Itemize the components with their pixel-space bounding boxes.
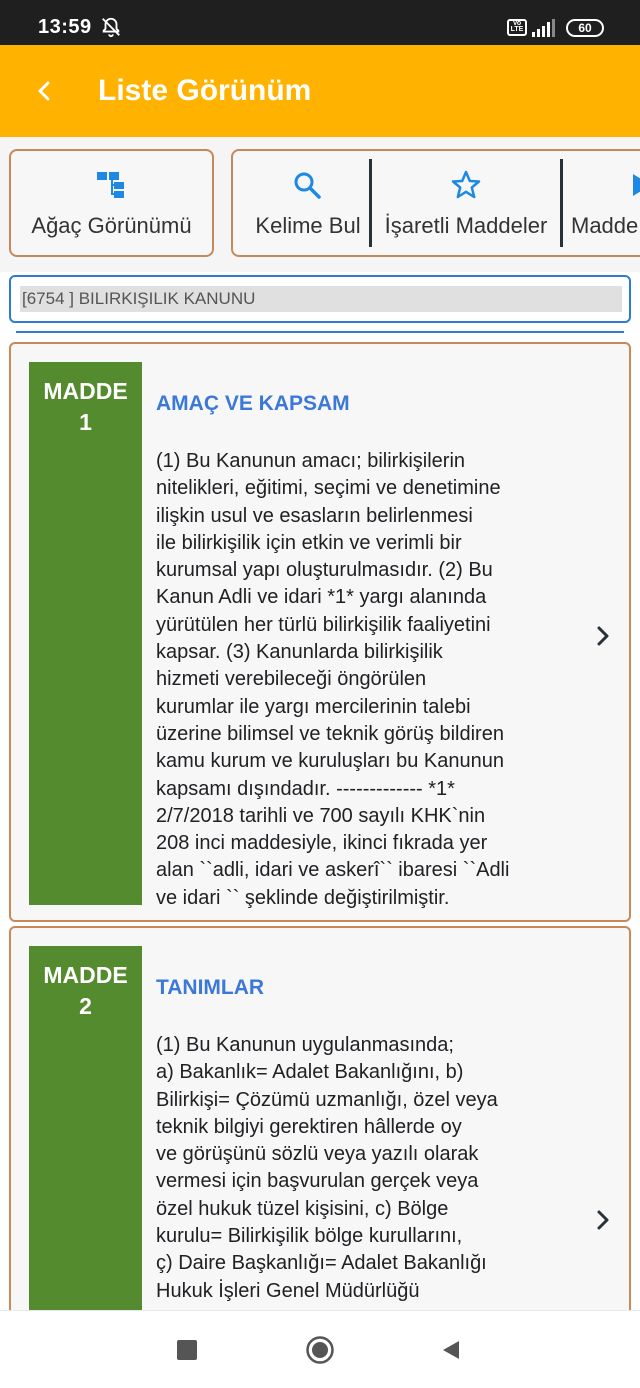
battery-icon: 60 — [566, 19, 604, 37]
article-body: (1) Bu Kanunun uygulanmasında; a) Bakanlık= Adalet Bakanlığını, b) Bilirkişi= Çözümü uzmanlığı, özel veya teknik bilgiyi gerektiren hâllerde oy ve görüşünü sözlü veya yazılı olarak vermesi için başvurulan gerçek veya özel hukuk tüzel kişisini, c) Bölge kurulu= Bilirkişilik bölge kurullarını, ç) Daire Başkanlığı= Adalet Bakanlığı Hukuk İşleri Genel Müdürlüğü — [156, 1034, 498, 1302]
chevron-right-icon[interactable] — [595, 624, 611, 648]
article-number-badge — [29, 362, 142, 905]
article-badge-number: 1 — [79, 409, 92, 435]
law-search-input[interactable] — [20, 286, 622, 312]
marked-articles-button[interactable] — [377, 151, 555, 255]
page-title: Liste Görünüm — [98, 74, 312, 107]
divider-line — [16, 331, 624, 333]
status-bar — [0, 0, 640, 45]
chevron-right-icon[interactable] — [595, 1208, 611, 1232]
tree-structure-icon — [95, 169, 127, 201]
articles-label: Madde — [571, 213, 639, 238]
article-list[interactable] — [0, 336, 640, 1310]
article-card[interactable] — [9, 926, 631, 1310]
back-arrow-icon[interactable] — [32, 77, 56, 105]
signal-icon — [531, 18, 555, 38]
article-number-badge — [29, 946, 142, 1310]
system-nav-bar — [0, 1310, 640, 1388]
article-title: TANIMLAR — [156, 976, 265, 999]
volte-icon: Vo LTE — [507, 19, 527, 36]
play-icon — [625, 169, 640, 201]
find-word-button[interactable] — [243, 151, 373, 255]
toolbar-scroller[interactable] — [231, 149, 640, 257]
article-body: (1) Bu Kanunun amacı; bilirkişilerin nitelikleri, eğitimi, seçimi ve denetimine ilişkin usul ve esasların belirlenmesi ile bilirkişilik için etkin ve verimli bir kurumsal yapı oluşturulmasıdır. (2) Bu Kanun Adli ve idari *1* yargı alanında yürütülen her türlü bilirkişilik faaliyetini kapsar. (3) Kanunlarda bilirkişilik hizmeti verebileceği öngörülen kurumlar ile yargı mercilerinin talebi üzerine bilimsel ve teknik görüş bildiren kamu kurum ve kuruluşları bu Kanunun kapsamı dışındadır. ------------- *1* 2/7/2018 tarihli ve 700 sayılı KHK`nin 208 inci maddesiyle, ikinci fıkrada yer alan ``adli, idari ve askerî`` ibaresi ``Adli ve idari `` şeklinde değiştirilmiştir. — [156, 450, 510, 909]
article-badge-number: 2 — [79, 993, 92, 1019]
article-title: AMAÇ VE KAPSAM — [156, 392, 350, 415]
status-time: 13:59 — [38, 16, 92, 38]
article-card[interactable] — [9, 342, 631, 922]
bell-off-icon — [100, 16, 122, 38]
toolbar-divider — [369, 159, 372, 247]
article-badge-word: MADDE — [43, 962, 128, 988]
tree-view-button[interactable] — [9, 149, 214, 257]
marked-articles-label: İşaretli Maddeler — [384, 213, 548, 238]
article-badge-word: MADDE — [43, 378, 128, 404]
law-search-box — [9, 275, 631, 323]
app-bar — [0, 45, 640, 137]
toolbar-divider — [560, 159, 563, 247]
find-word-label: Kelime Bul — [255, 213, 361, 238]
toolbar — [0, 137, 640, 272]
nav-back-icon[interactable] — [440, 1339, 462, 1361]
search-icon — [291, 169, 323, 201]
articles-button[interactable] — [571, 151, 640, 255]
recent-apps-icon[interactable] — [177, 1340, 197, 1360]
home-icon[interactable] — [305, 1335, 335, 1365]
tree-view-label: Ağaç Görünümü — [31, 213, 192, 238]
star-icon — [450, 169, 482, 201]
